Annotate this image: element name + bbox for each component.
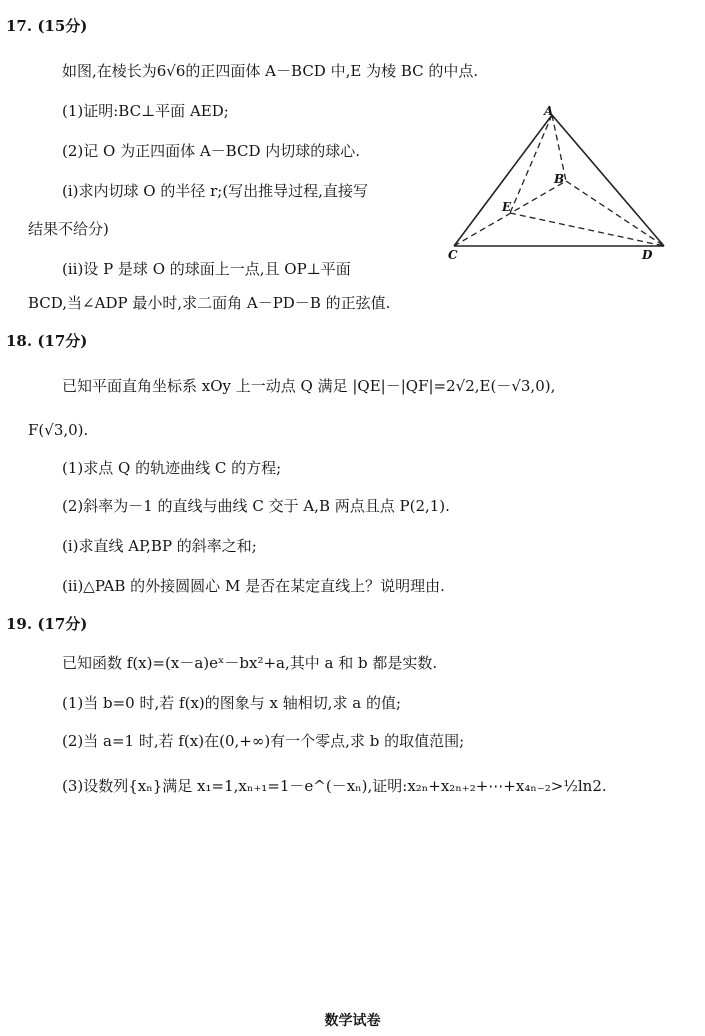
point-label-E: E [502,200,512,214]
q18-intro-line1: 已知平面直角坐标系 xOy 上一动点 Q 满足 |QE|－|QF|=2√2,E(－√3,0), [62,377,556,395]
q19-intro: 已知函数 f(x)=(x－a)eˣ－bx²+a,其中 a 和 b 都是实数. [62,654,438,672]
q18-intro-line2: F(√3,0). [28,421,89,439]
q19-header: 19. (17分) [6,615,88,633]
edge-BD [566,181,664,246]
q17-intro: 如图,在棱长为6√6的正四面体 A－BCD 中,E 为棱 BC 的中点. [62,62,479,80]
vertex-label-C: C [448,248,458,262]
q19-part1: (1)当 b=0 时,若 f(x)的图象与 x 轴相切,求 a 的值; [62,694,402,712]
edge-AD [552,115,664,246]
q18-header: 18. (17分) [6,332,88,350]
q17-part2-ii-line1: (ⅱ)设 P 是球 O 的球面上一点,且 OP⊥平面 [62,260,351,278]
q17-part2-ii-line2: BCD,当∠ADP 最小时,求二面角 A－PD－B 的正弦值. [28,294,391,312]
edge-AC [454,115,552,246]
q18-part2: (2)斜率为－1 的直线与曲线 C 交于 A,B 两点且点 P(2,1). [62,497,450,515]
tetrahedron-figure [440,105,690,265]
q17-part1: (1)证明:BC⊥平面 AED; [62,102,229,120]
q17-part2: (2)记 O 为正四面体 A－BCD 内切球的球心. [62,142,361,160]
q18-part2-i: (i)求直线 AP,BP 的斜率之和; [62,537,257,555]
q19-part3: (3)设数列{xₙ}满足 x₁=1,xₙ₊₁=1－e^(－xₙ),证明:x₂ₙ+x₂ₙ₊₂+⋯+x₄ₙ₋₂>½ln2. [62,777,607,795]
q18-part1: (1)求点 Q 的轨迹曲线 C 的方程; [62,459,282,477]
vertex-label-A: A [544,105,554,118]
q17-header: 17. (15分) [6,17,88,35]
q17-part2-i-line1: (i)求内切球 O 的半径 r;(写出推导过程,直接写 [62,182,368,200]
q17-part2-i-line2: 结果不给分) [28,220,109,238]
vertex-label-D: D [642,248,653,262]
vertex-label-B: B [554,172,565,186]
q19-part2: (2)当 a=1 时,若 f(x)在(0,+∞)有一个零点,求 b 的取值范围; [62,732,465,750]
q18-part2-ii: (ⅱ)△PAB 的外接圆圆心 M 是否在某定直线上？说明理由. [62,577,445,595]
page-footer: 数学试卷 [324,1013,381,1029]
